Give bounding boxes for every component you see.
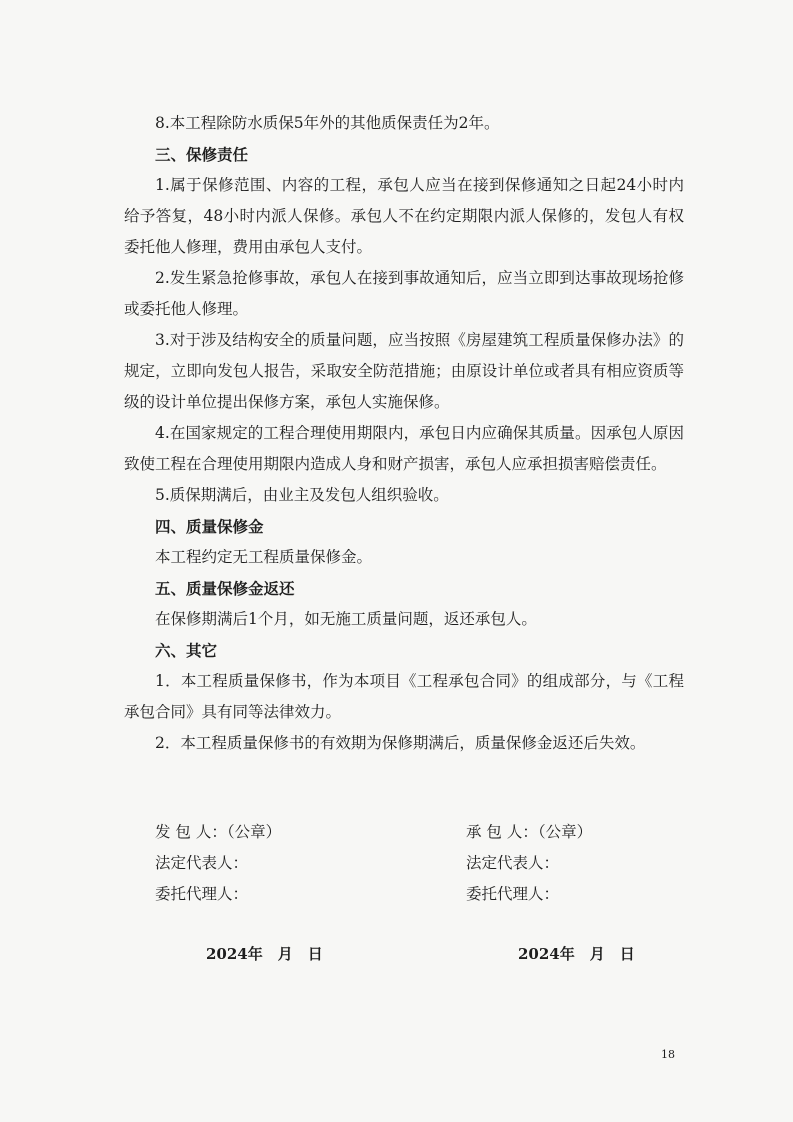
section-heading-warranty-deposit: 四、质量保修金 [155, 517, 264, 536]
clause-legal-effect: 1．本工程质量保修书，作为本项目《工程承包合同》的组成部分，与《工程承包合同》具有同等法律效力。 [124, 672, 684, 721]
section-heading-others: 六、其它 [155, 641, 218, 660]
employer-legal-rep-label: 法定代表人： [155, 854, 249, 872]
document-body [124, 108, 684, 759]
clause-8: 8.本工程除防水质保5年外的其他质保责任为2年。 [155, 114, 500, 132]
employer-date: 2024年 月 日 [206, 945, 323, 963]
clause-reasonable-life: 4.在国家规定的工程合理使用期限内，承包日内应确保其质量。因承包人原因致使工程在合理使用期限内造成人身和财产损害，承包人应承担损害赔偿责任。 [124, 424, 684, 473]
contractor-agent-label: 委托代理人： [466, 885, 560, 903]
clause-response-time: 1.属于保修范围、内容的工程，承包人应当在接到保修通知之日起24小时内给予答复，48小时内派人保修。承包人不在约定期限内派人保修的，发包人有权委托他人修理，费用由承包人支付。 [124, 176, 684, 256]
clause-validity: 2．本工程质量保修书的有效期为保修期满后，质量保修金返还后失效。 [155, 734, 646, 752]
employer-party-label: 发 包 人：（公章） [155, 823, 282, 841]
section-heading-deposit-return: 五、质量保修金返还 [155, 579, 295, 598]
clause-no-deposit: 本工程约定无工程质量保修金。 [155, 548, 373, 566]
clause-emergency-repair: 2.发生紧急抢修事故，承包人在接到事故通知后，应当立即到达事故现场抢修或委托他人修理。 [124, 269, 684, 318]
clause-structural-safety: 3.对于涉及结构安全的质量问题，应当按照《房屋建筑工程质量保修办法》的规定，立即向发包人报告，采取安全防范措施；由原设计单位或者具有相应资质等级的设计单位提出保修方案，承包人实施保修。 [124, 331, 684, 411]
page-number: 18 [661, 1048, 675, 1061]
signature-block-employer [155, 817, 281, 910]
employer-agent-label: 委托代理人： [155, 885, 249, 903]
contractor-party-label: 承 包 人：（公章） [466, 823, 593, 841]
clause-deposit-return: 在保修期满后1个月，如无施工质量问题，返还承包人。 [155, 610, 537, 628]
section-heading-warranty-responsibility: 三、保修责任 [155, 145, 249, 164]
signature-block-contractor [466, 817, 592, 910]
contractor-date: 2024年 月 日 [518, 945, 635, 963]
contractor-legal-rep-label: 法定代表人： [466, 854, 560, 872]
clause-acceptance: 5.质保期满后，由业主及发包人组织验收。 [155, 486, 449, 504]
